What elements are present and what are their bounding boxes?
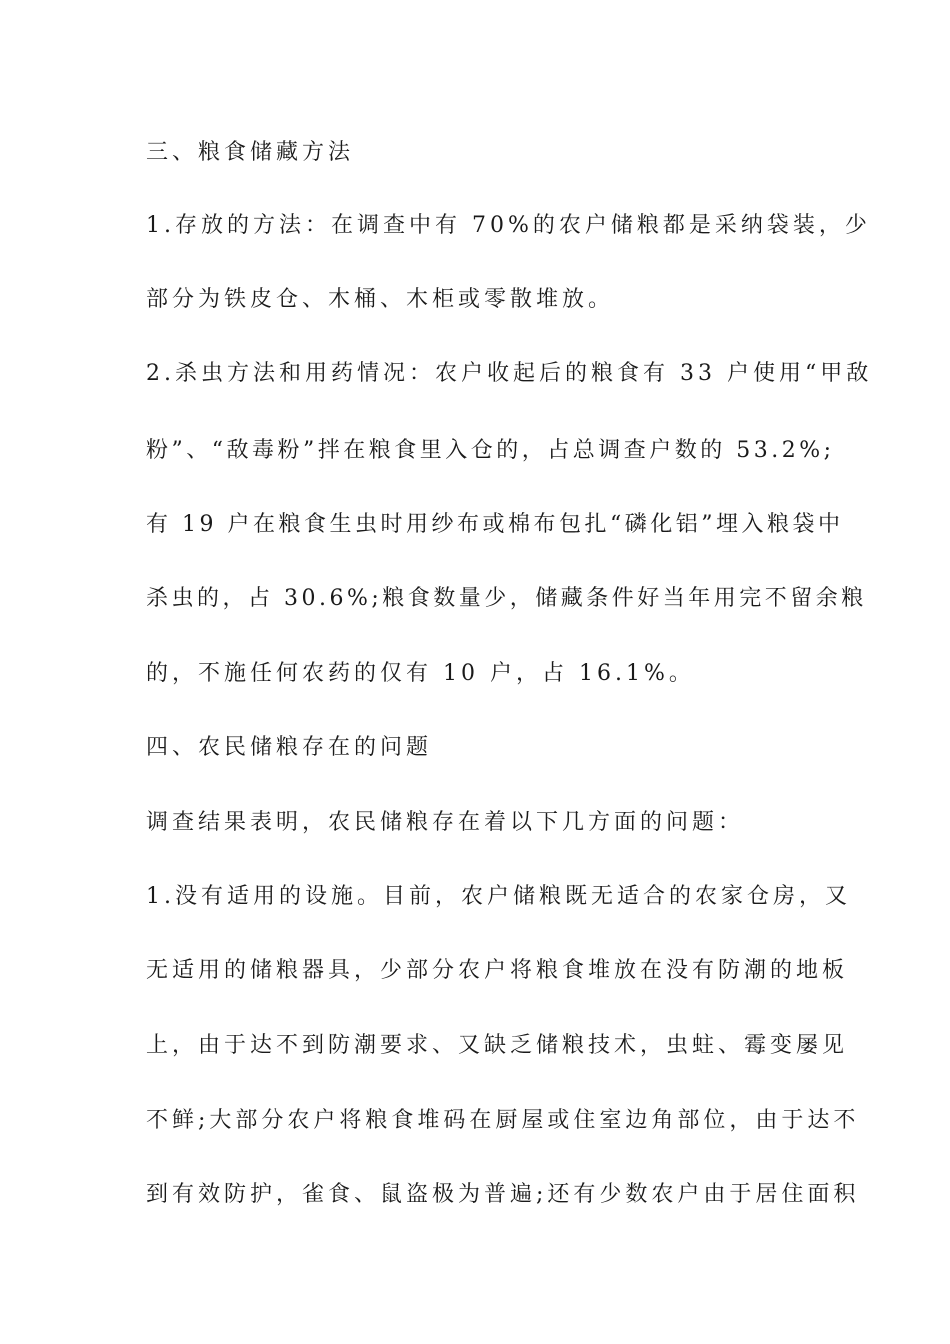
paragraph-line: 到有效防护，雀食、鼠盗极为普遍;还有少数农户由于居住面积 [146,1182,860,1207]
paragraph-line: 有 19 户在粮食生虫时用纱布或棉布包扎“磷化铝”埋入粮袋中 [146,512,844,537]
paragraph-line: 2.杀虫方法和用药情况：农户收起后的粮食有 33 户使用“甲敌 [146,361,873,386]
paragraph-line: 1.存放的方法：在调查中有 70%的农户储粮都是采纳袋装，少 [146,213,871,238]
paragraph-line: 不鲜;大部分农户将粮食堆码在厨屋或住室边角部位，由于达不 [146,1108,860,1133]
paragraph-line: 粉”、“敌毒粉”拌在粮食里入仓的，占总调查户数的 53.2%; [146,438,835,463]
paragraph-line: 杀虫的，占 30.6%;粮食数量少，储藏条件好当年用完不留余粮 [146,586,867,611]
paragraph-line: 上，由于达不到防潮要求、又缺乏储粮技术，虫蛀、霉变屡见 [146,1033,849,1058]
paragraph-line: 部分为铁皮仓、木桶、木柜或零散堆放。 [146,287,615,312]
paragraph-line: 1.没有适用的设施。目前，农户储粮既无适合的农家仓房，又 [146,884,851,909]
paragraph-line: 的，不施任何农药的仅有 10 户，占 16.1%。 [146,661,695,686]
section-heading-storage-problems: 四、农民储粮存在的问题 [146,735,433,760]
section-heading-grain-storage-methods: 三、粮食储藏方法 [146,140,355,165]
paragraph-line: 无适用的储粮器具，少部分农户将粮食堆放在没有防潮的地板 [146,958,849,983]
paragraph-line: 调查结果表明，农民储粮存在着以下几方面的问题： [146,810,745,835]
